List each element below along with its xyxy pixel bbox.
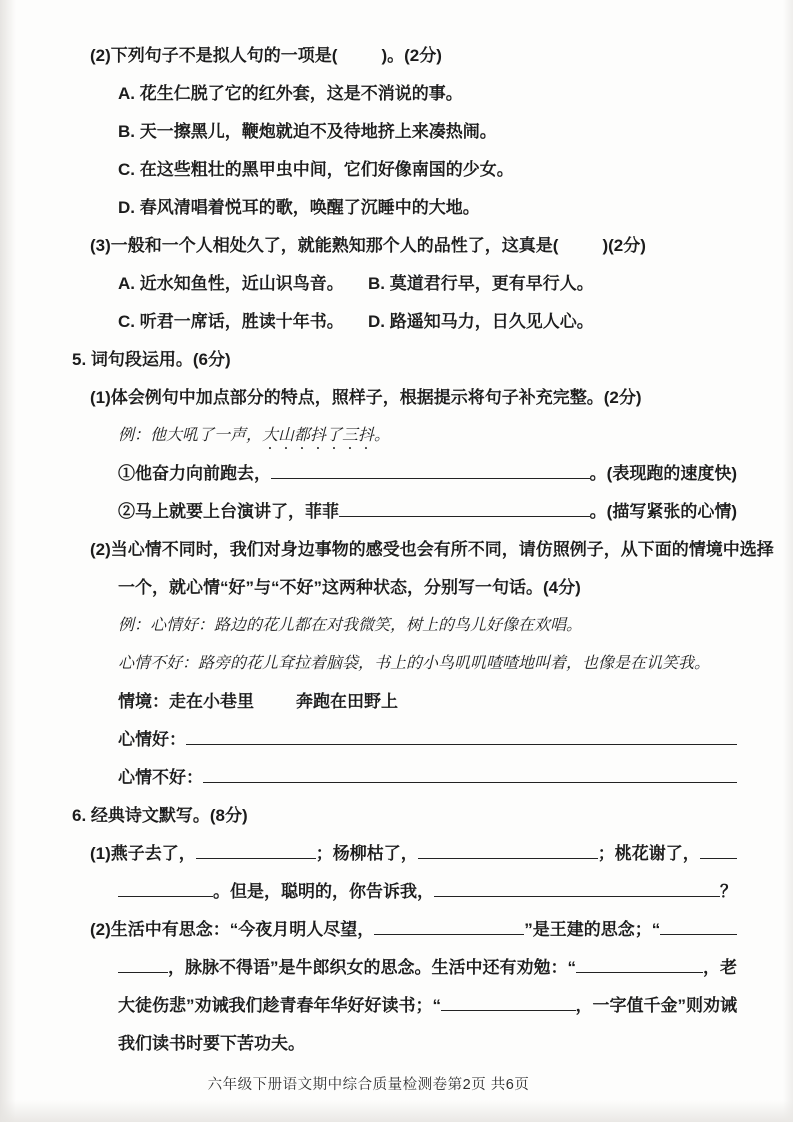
q6-title-text: 6. 经典诗文默写。(8分) [72,806,248,825]
q3-options-ab [0,265,737,303]
q6-2-line2-text: ，老 [703,958,737,977]
q5-2-good-blank[interactable] [186,744,737,745]
q3-options-cd-text: D. 路遥知马力，日久见人心。 [368,312,594,331]
q5-1-item2-text: ②马上就要上台演讲了，菲菲 [118,502,339,521]
q2-stem-text: )。(2分) [381,46,442,65]
q5-2-stem-line2 [0,569,737,607]
q5-2-answer-good-text: 心情好： [118,730,186,749]
q3-stem-text: )(2分) [602,236,646,255]
q3-options-ab-text: A. 近水知鱼性，近山识鸟音。 [118,274,344,293]
q5-2-example-bad [0,645,737,683]
q6-2-blank1[interactable] [374,934,524,935]
q5-2-example-bad-text: 心情不好：路旁的花儿耷拉着脑袋，书上的小鸟叽叽喳喳地叫着，也像是在讥笑我。 [118,655,711,672]
q2-option-d-text: D. 春风清唱着悦耳的歌，唤醒了沉睡中的大地。 [118,198,480,217]
q6-2-line4-text: 我们读书时要下苦功夫。 [118,1034,305,1053]
q6-1-line1-text: (1)燕子去了， [90,844,196,863]
q2-option-d [0,189,737,227]
q6-2-line3-text: 大徒伤悲”劝诫我们趁青春年华好好读书；“ [118,996,441,1015]
q6-2-line2 [0,949,737,987]
q6-1-line2-text: 。但是，聪明的，你告诉我， [213,882,434,901]
q5-1-item1-blank[interactable] [271,478,590,479]
q5-2-answer-bad-text: 心情不好： [118,768,203,787]
emphasized-text: 大山都抖了三抖 [262,427,375,444]
q6-1-line2-text: ？ [720,882,737,901]
q2-option-c-text: C. 在这些粗壮的黑甲虫中间，它们好像南国的少女。 [118,160,514,179]
q6-2-line1-text: (2)生活中有思念：“今夜月明人尽望， [90,920,375,939]
q6-2-line3-text: ，一字值千金”则劝诫 [575,996,737,1015]
q5-2-contexts-text: 奔跑在田野上 [296,692,398,711]
q5-2-example-good-text: 例：心情好：路边的花儿都在对我微笑，树上的鸟儿好像在欢唱。 [118,617,583,634]
q2-option-b-text: B. 天一擦黑儿，鞭炮就迫不及待地挤上来凑热闹。 [118,122,497,141]
q6-2-blank2[interactable] [660,934,737,935]
q5-1-stem-text: (1)体会例句中加点部分的特点，照样子，根据提示将句子补充完整。(2分) [90,388,642,407]
q6-1-line2 [0,873,737,911]
q6-1-blank2[interactable] [418,858,598,859]
q5-2-answer-good [0,721,737,759]
q5-title [0,341,737,379]
q5-1-example [0,417,737,455]
q6-2-line1-text: ”是王建的思念；“ [524,920,661,939]
q6-1-blank3[interactable] [700,858,737,859]
q6-2-line2-text: ，脉脉不得语”是牛郎织女的思念。生活中还有劝勉：“ [168,958,576,977]
q2-option-b [0,113,737,151]
q5-2-stem-line1-text: (2)当心情不同时，我们对身边事物的感受也会有所不同，请仿照例子，从下面的情境中选择 [90,540,774,559]
q2-stem [0,37,737,75]
q2-stem-text: (2)下列句子不是拟人句的一项是( [90,46,338,65]
q5-2-contexts-text: 情境：走在小巷里 [118,692,254,711]
page-footer: 六年级下册语文期中综合质量检测卷第2页 共6页 [207,1077,530,1093]
q5-title-text: 5. 词句段运用。(6分) [72,350,231,369]
q2-option-c [0,151,737,189]
q5-2-bad-blank[interactable] [203,782,737,783]
q6-1-blank1[interactable] [196,858,316,859]
q5-2-answer-bad [0,759,737,797]
q5-2-stem-line2-text: 一个，就心情“好”与“不好”这两种状态，分别写一句话。(4分) [118,578,581,597]
q2-option-a-text: A. 花生仁脱了它的红外套，这是不消说的事。 [118,84,463,103]
q5-1-example-text: 例：他大吼了一声， [118,427,263,444]
q6-1-blank3-cont[interactable] [118,896,213,897]
q5-2-contexts [0,683,737,721]
q5-2-stem-line1 [0,531,774,569]
q5-1-item2-text: 。(描写紧张的心情) [589,502,737,521]
q6-1-line1-text: ；桃花谢了， [597,844,700,863]
q6-1-line1-text: ；杨柳枯了， [315,844,418,863]
q6-2-line3 [0,987,737,1025]
q5-2-example-good [0,607,737,645]
q6-title [0,797,737,835]
q5-1-item1 [0,455,737,493]
q6-1-blank4[interactable] [434,896,720,897]
q3-stem [0,227,737,265]
q6-2-line1 [0,911,737,949]
q5-1-stem [0,379,737,417]
q6-2-blank2-cont[interactable] [118,972,168,973]
q6-2-line4 [0,1025,737,1063]
q3-options-cd [0,303,737,341]
q5-1-item1-text: 。(表现跑的速度快) [589,464,737,483]
q3-options-ab-text: B. 莫道君行早，更有早行人。 [368,274,594,293]
exam-content [0,37,774,1063]
q6-2-blank4[interactable] [441,1010,576,1011]
q5-1-example-text: 。 [374,427,391,444]
q5-1-item2-blank[interactable] [339,516,590,517]
q6-1-line1 [0,835,737,873]
q3-stem-text: (3)一般和一个人相处久了，就能熟知那个人的品性了，这真是( [90,236,559,255]
q6-2-blank3[interactable] [576,972,703,973]
q5-1-item2 [0,493,737,531]
q3-options-cd-text: C. 听君一席话，胜读十年书。 [118,312,344,331]
q5-1-item1-text: ①他奋力向前跑去， [118,464,271,483]
q2-option-a [0,75,737,113]
